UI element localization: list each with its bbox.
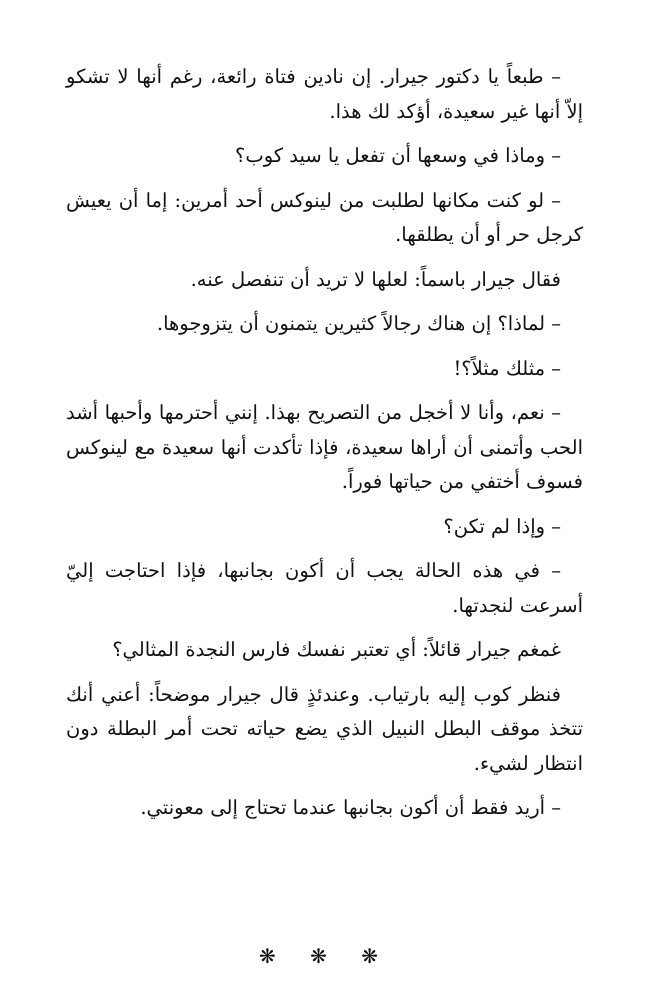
paragraph-9: – في هذه الحالة يجب أن أكون بجانبها، فإذا احتاجت إليّ أسرعت لنجدتها. bbox=[66, 559, 583, 617]
paragraph-8: – وإذا لم تكن؟ bbox=[443, 514, 561, 538]
paragraph-11: فنظر كوب إليه بارتياب. وعندئذٍ قال جيرار موضحاً: أعني أنك تتخذ موقف البطل النبيل الذي يضع حياته تحت أمر البطلة دون انتظار لشيء. bbox=[66, 682, 583, 775]
paragraph-3: – لو كنت مكانها لطلبت من لينوكس أحد أمرين: إما أن يعيش كرجل حر أو أن يطلقها. bbox=[66, 188, 583, 246]
paragraph-12: – أريد فقط أن أكون بجانبها عندما تحتاج إلى معونتي. bbox=[140, 796, 561, 819]
book-page-text bbox=[66, 60, 583, 836]
paragraph-4: فقال جيرار باسماً: لعلها لا تريد أن تنفصل عنه. bbox=[190, 267, 561, 291]
paragraph-10: غمغم جيرار قائلاً: أي تعتبر نفسك فارس النجدة المثالي؟ bbox=[112, 638, 561, 661]
paragraph-5: – لماذا؟ إن هناك رجالاً كثيرين يتمنون أن يتزوجوها. bbox=[156, 312, 561, 335]
paragraph-6: – مثلك مثلاً؟! bbox=[453, 356, 561, 380]
paragraph-1: – طبعاً يا دكتور جيرار. إن نادين فتاة رائعة، رغم أنها لا تشكو إلاّ أنها غير سعيدة، أؤكد لك هذا. bbox=[66, 65, 583, 123]
paragraph-7: – نعم، وأنا لا أخجل من التصريح بهذا. إنني أحترمها وأحبها أشد الحب وأتمنى أن أراها سعيدة، فإذا تأكدت أنها سعيدة مع لينوكس فسوف أختفي من حياتها فوراً. bbox=[66, 401, 583, 493]
paragraph-2: – وماذا في وسعها أن تفعل يا سيد كوب؟ bbox=[234, 144, 561, 167]
section-separator: ❋ ❋ ❋ bbox=[259, 944, 392, 968]
